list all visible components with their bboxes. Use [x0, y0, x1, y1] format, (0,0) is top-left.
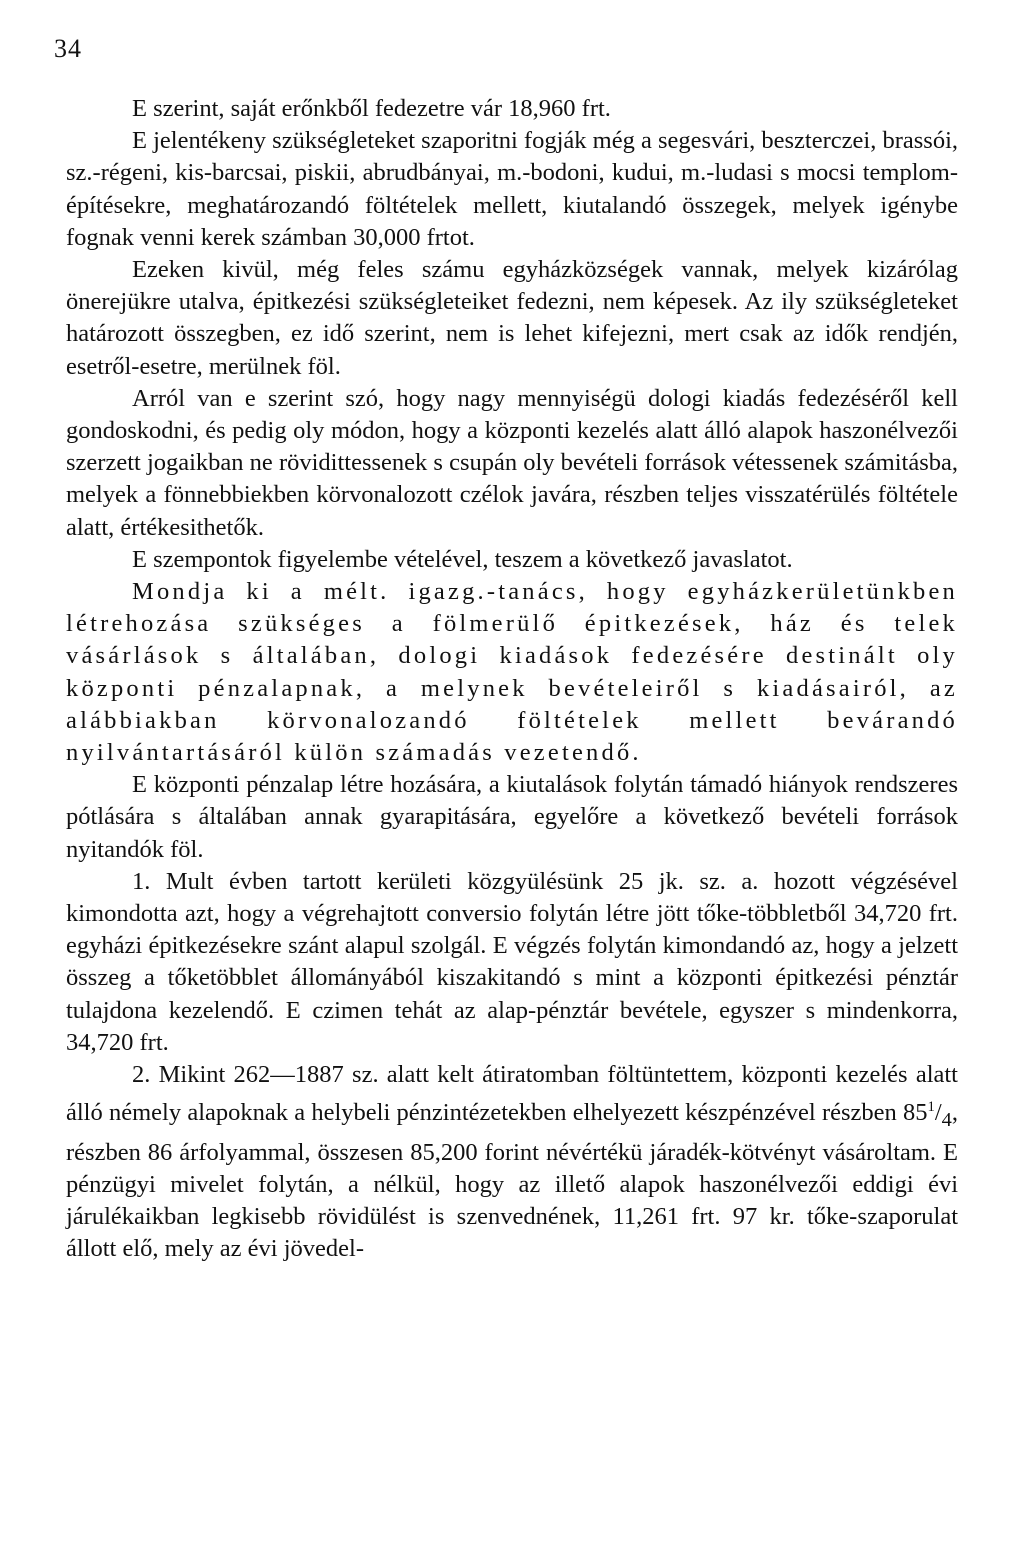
paragraph-7: E központi pénzalap létre hozására, a kiutalások folytán támadó hiányok rendszeres pótlására s általában annak gyarapitására, egyelőre a következő bevételi források nyitandók föl. [66, 771, 958, 863]
body-text [66, 93, 958, 1265]
paragraph-3: Ezeken kivül, még feles számu egyházközségek vannak, melyek kizárólag önerejükre utalva, épitkezési szükségleteiket fedezni, nem képesek. Az ily szükségleteket határozott összegben, ez idő szerint, nem is lehet kifejezni, mert csak az idők rendjén, esetről-esetre, merülnek föl. [66, 256, 958, 380]
fraction-numerator: 1 [927, 1099, 935, 1116]
paragraph-5: E szempontok figyelembe vételével, teszem a következő javaslatot. [132, 545, 793, 573]
list-item-2-text-before: 2. Mikint 262—1887 sz. alatt kelt átiratomban föltüntettem, központi kezelés alatt álló némely alapoknak a helybeli pénzintézetekben elhelyezett készpénzével részben 85 [66, 1061, 958, 1127]
paragraph-1: E szerint, saját erőnkből fedezetre vár 18,960 frt. [132, 95, 611, 122]
paragraph-2: E jelentékeny szükségleteket szaporitni fogják még a segesvári, beszterczei, brassói, sz.-régeni, kis-barcsai, piskii, abrudbányai, m.-bodoni, kudui, m.-ludasi s mocsi templom-építésekre, meghatározandó föltételek mellett, kiutalandó összegek, melyek igénybe fognak venni kerek számban 30,000 frtot. [66, 127, 958, 251]
paragraph-6-proposal: Mondja ki a mélt. igazg.-tanács, hogy egyházkerületünkben létrehozása szükséges a fölmerülő épitkezések, ház és telek vásárlások s általában, dologi kiadások fedezésére destinált oly központi pénzalapnak, a melynek bevételeiről s kiadásairól, az alábbiakban körvonalozandó föltételek mellett bevárandó nyilvántartásáról külön számadás vezetendő. [66, 578, 958, 767]
paragraph-4: Arról van e szerint szó, hogy nagy mennyiségü dologi kiadás fedezéséről kell gondoskodni, és pedig oly módon, hogy a központi kezelés alatt álló alapok haszonélvezői szerzett jogaikban ne rövidittessenek s csupán oly bevételi források vétessenek számitásba, melyek a fönnebbiekben körvonalozott czélok javára, részben teljes visszatérülés föltétele alatt, értékesithetők. [66, 384, 958, 541]
page-number: 34 [54, 34, 82, 63]
list-item-2-text-after: , részben 86 árfolyammal, összesen 85,200 forint névértékü járadék-kötvényt vásároltam. E pénzügyi mivelet folytán, a nélkül, hogy az illető alapok haszonélvezői eddigi évi járulékaikban legkisebb rövidülést is szenvednének, 11,261 frt. 97 kr. tőke-szaporulat állott elő, mely az évi jövedel- [66, 1099, 958, 1263]
list-item-1: 1. Mult évben tartott kerületi közgyülésünk 25 jk. sz. a. hozott végzésével kimondotta azt, hogy a végrehajtott conversio folytán létre jött tőke-többletből 34,720 frt. egyházi épitkezésekre szánt alapul szolgál. E végzés folytán kimondandó az, hogy a jelzett összeg a tőketöbblet állományából kiszakitandó s mint a központi épitkezési pénztár tulajdona kezelendő. E czimen tehát az alap-pénztár bevétele, egyszer s mindenkorra, 34,720 frt. [66, 867, 958, 1056]
list-item-2 [66, 1059, 958, 1265]
fraction-denominator: 4 [941, 1109, 952, 1132]
fraction-separator: / [934, 1099, 942, 1127]
